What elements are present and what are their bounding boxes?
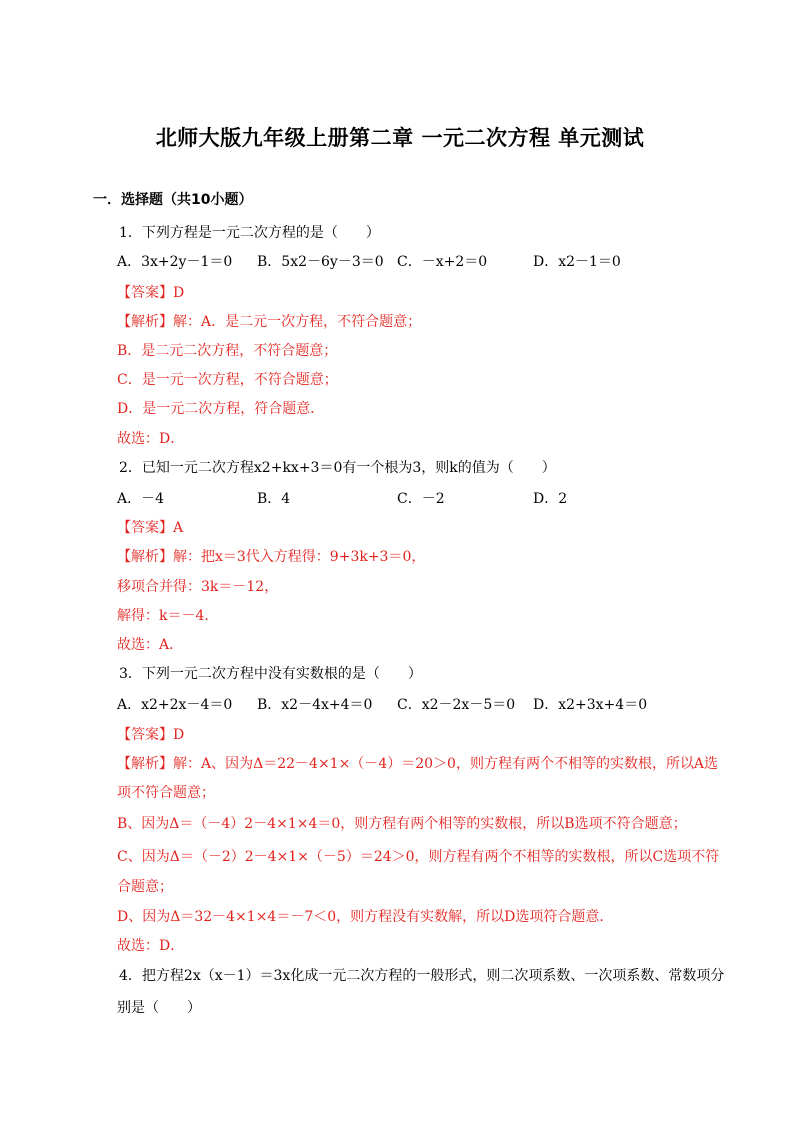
q1-option-d: D．x2－1＝0 — [533, 254, 621, 270]
question-3-options — [117, 696, 647, 714]
q3-analysis-line: B、因为Δ＝（－4）2－4×1×4＝0，则方程有两个相等的实数根，所以B选项不符合题意； — [117, 816, 687, 832]
q2-analysis-line: 故选：A． — [117, 637, 184, 653]
q3-analysis-line: 项不符合题意； — [117, 785, 215, 801]
question-3-stem: 3．下列一元二次方程中没有实数根的是（ ） — [119, 666, 422, 682]
question-2-stem: 2．已知一元二次方程x2+kx+3＝0有一个根为3，则k的值为（ ） — [119, 460, 556, 476]
q1-analysis-line: C．是一元一次方程，不符合题意； — [117, 372, 338, 388]
q3-analysis-line: 故选：D． — [117, 938, 185, 954]
q1-option-b: B．5x2－6y－3＝0 — [257, 254, 384, 270]
q2-option-a: A．－4 — [117, 491, 165, 507]
q1-answer: 【答案】D — [117, 285, 185, 301]
q2-answer: 【答案】A — [117, 520, 184, 536]
q2-option-d: D．2 — [533, 491, 568, 507]
q3-analysis-line: 合题意； — [117, 879, 173, 895]
section-heading: 一．选择题（共10小题） — [93, 192, 253, 208]
page-title: 北师大版九年级上册第二章 一元二次方程 单元测试 — [155, 126, 645, 150]
q1-analysis-line: B．是二元二次方程，不符合题意； — [117, 343, 338, 359]
q3-option-c: C．x2－2x－5＝0 — [397, 697, 516, 713]
q1-analysis-line: 【解析】解：A．是二元一次方程，不符合题意； — [117, 314, 422, 330]
q2-analysis-line: 解得：k＝－4． — [117, 608, 219, 624]
q3-analysis-line: D、因为Δ＝32－4×1×4＝－7＜0，则方程没有实数解，所以D选项符合题意． — [117, 909, 614, 925]
q1-option-a: A．3x+2y－1＝0 — [117, 254, 233, 270]
q3-analysis-line: C、因为Δ＝（－2）2－4×1×（－5）＝24＞0，则方程有两个不相等的实数根，所以C选项不符 — [117, 849, 720, 865]
question-4-stem: 4．把方程2x（x－1）＝3x化成一元二次方程的一般形式，则二次项系数、一次项系数、常数项分 — [119, 968, 725, 984]
question-1-stem: 1．下列方程是一元二次方程的是（ ） — [119, 225, 380, 241]
q3-answer: 【答案】D — [117, 727, 185, 743]
q1-option-c: C．－x+2＝0 — [397, 254, 488, 270]
q2-option-c: C．－2 — [397, 491, 445, 507]
q3-option-d: D．x2+3x+4＝0 — [533, 697, 648, 713]
q3-analysis-line: 【解析】解：A、因为Δ＝22－4×1×（－4）＝20＞0，则方程有两个不相等的实数根，所以A选 — [117, 756, 719, 772]
q2-analysis-line: 移项合并得：3k＝－12， — [117, 579, 279, 595]
q3-option-b: B．x2－4x+4＝0 — [257, 697, 373, 713]
question-1-options — [117, 253, 621, 271]
q2-option-b: B．4 — [257, 491, 291, 507]
q1-analysis-line: D．是一元二次方程，符合题意． — [117, 401, 325, 417]
question-2-options — [117, 490, 567, 508]
q3-option-a: A．x2+2x－4＝0 — [117, 697, 233, 713]
q2-analysis-line: 【解析】解：把x＝3代入方程得：9+3k+3＝0， — [117, 549, 426, 565]
question-4-stem-cont: 别是（ ） — [117, 1000, 201, 1016]
q1-analysis-line: 故选：D． — [117, 431, 185, 447]
